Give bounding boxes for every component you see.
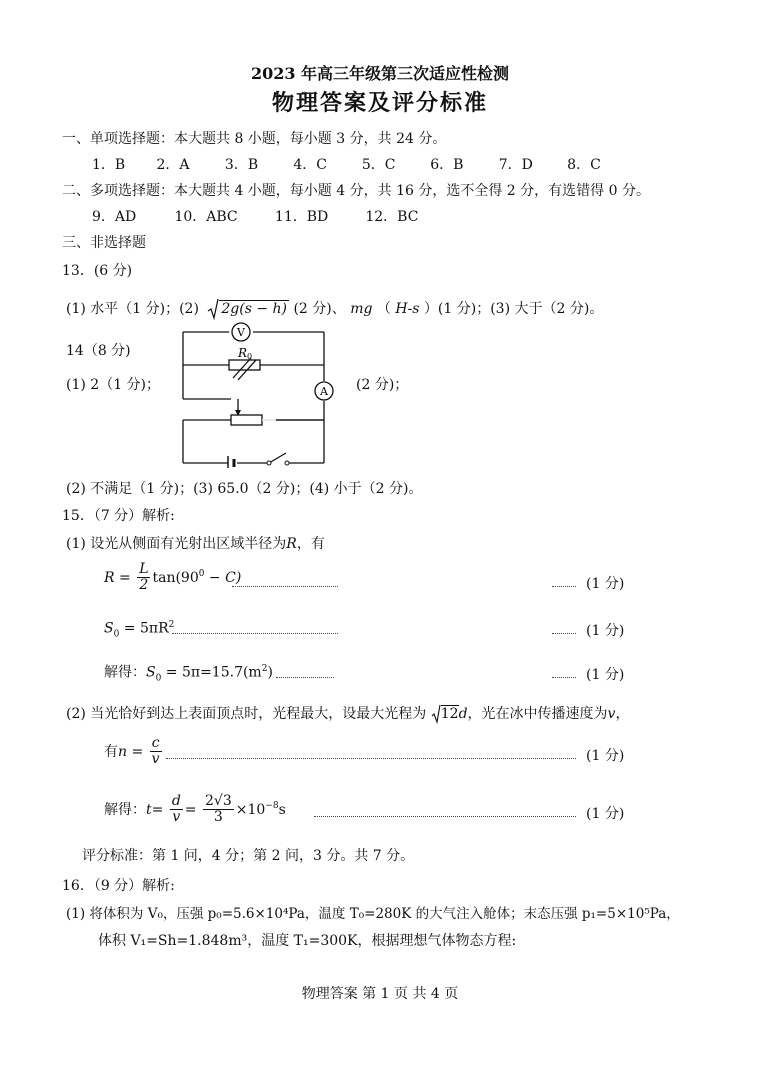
score-mark: (1 分) [586,806,625,822]
sqrt-expression [431,706,459,723]
eq5-numerator2: 2√3 [204,793,232,809]
answer-item: 6．B [430,157,464,173]
dot-leader [314,816,576,817]
answer-item: 12．BC [365,209,419,225]
answer-item: 4．C [293,157,327,173]
eq4-denominator: v [151,751,160,768]
answer-item: 1．B [92,157,126,173]
q16-line1: (1) 将体积为 V₀，压强 p₀=5.6×10⁴Pa，温度 T₀=280K 的大气注入舱体；末态压强 p₁=5×10⁵Pa， [66,906,680,922]
answer-item: 2．A [156,157,190,173]
r0-label: R [238,346,248,360]
equation-refraction [104,736,164,768]
sqrt-radicand: 2g(s − h) [221,301,288,317]
eq2-rhs: = 5πR [119,620,169,637]
radical-sign [431,704,441,724]
dot-leader [552,633,576,634]
fraction [170,794,183,826]
eq5-pre: 解得： [104,801,146,818]
q16-label: 16．（9 分）解析: [62,878,175,894]
exam-title: 2023 年高三年级第三次适应性检测 [250,64,510,83]
q13-part2: (2 分)、 [293,301,346,317]
answer-item: 10．ABC [174,209,238,225]
section1-answers [92,157,617,174]
q13-part1: (1) 水平（1 分)；(2) [66,301,199,317]
radical-sign [207,298,219,320]
answer-item: 3．B [224,157,259,173]
q13-hs: H-s [395,301,420,317]
q14-line2: (2) 不满足（1 分)；(3) 65.0（2 分)；(4) 小于（2 分)。 [66,481,423,497]
q16-line2: 体积 V₁=Sh=1.848m³，温度 T₁=300K，根据理想气体物态方程: [98,933,517,949]
eq5-denominator2: 3 [213,809,223,826]
fraction [150,736,162,768]
q15-label: 15．（7 分）解析: [62,508,175,524]
eq1-sup: 0 [198,569,205,580]
section1-heading: 一、单项选择题：本大题共 8 小题，每小题 3 分，共 24 分。 [62,131,447,147]
answer-item: 8．C [567,157,601,173]
score-mark: (1 分) [586,576,625,592]
q13-answer [66,301,603,318]
eq3-sub: 0 [155,673,162,684]
fraction [137,562,150,594]
eq2-sup: 2 [168,620,175,630]
eq5-unit: s [278,801,286,818]
q15-p1-tail: ，有 [296,536,325,552]
eq4-eq: = [127,743,144,760]
section3-heading: 三、非选择题 [62,235,146,251]
eq4-numerator: c [151,735,160,751]
q15-p2-text: (2) 当光恰好到达上表面顶点时，光程最大，设最大光程为 [66,706,427,722]
q15-grading: 评分标准：第 1 问，4 分；第 2 问，3 分。共 7 分。 [82,848,415,864]
q15-part1-intro [66,536,325,553]
q13-paren-open: （ [376,301,391,317]
equation-time [104,794,286,826]
q15-p2-tail: ， [615,706,630,722]
voltmeter-label: V [237,326,245,339]
q13-part4: ）(1 分)；(3) 大于（2 分)。 [423,301,604,317]
ammeter-label: A [320,385,328,398]
dot-leader [172,633,338,634]
eq5-tail: ×10 [235,801,266,818]
eq5-denominator1: v [172,809,181,826]
dot-leader [552,677,576,678]
section2-heading: 二、多项选择题：本大题共 4 小题，每小题 4 分，共 16 分，选不全得 2 分，有选错得 0 分。 [62,183,650,199]
q14-label: 14（8 分) [66,343,131,359]
q15-p2-mid: ，光在冰中传播速度为 [467,706,608,722]
eq5-numerator1: d [171,793,181,809]
r0-subscript: 0 [247,352,253,361]
eq1-rhs: tan(90 [152,569,199,586]
sqrt-expression [207,301,289,318]
eq4-n: n [118,743,128,760]
eq2-sub: 0 [113,629,120,640]
equation-area [104,620,174,640]
answer-item: 9．AD [92,209,137,225]
eq3-sup: 2 [261,664,268,674]
answer-item: 5．C [361,157,396,173]
q13-label: 13．(6 分) [62,263,133,279]
eq1-tail: − C) [204,569,242,586]
dot-leader [166,758,576,759]
eq3-pre: 解得： [104,664,146,681]
eq1-denominator: 2 [139,577,149,594]
sqrt-radicand: 12 [440,706,459,722]
score-mark: (1 分) [586,748,625,764]
circuit-diagram [176,320,336,468]
page-title: 物理答案及评分标准 [271,90,488,116]
equation-radius [104,562,241,594]
section2-answers [92,209,435,226]
equation-area-result [104,664,273,684]
q13-mg: mg [350,301,373,317]
dot-leader [232,586,338,587]
eq1-numerator: L [139,561,149,577]
eq3-rhs: = 5π=15.7(m [161,664,262,681]
eq3-s: S [146,664,156,681]
answer-item: 7．D [498,157,533,173]
q15-p1-text: (1) 设光从侧面有光射出区域半径为 [66,536,287,552]
dot-leader [552,586,576,587]
eq5-eq: = [151,801,164,818]
page-footer: 物理答案 第 1 页 共 4 页 [301,986,459,1002]
q14-circuit-score: (2 分)； [356,377,409,393]
fraction [203,794,234,826]
q15-p2-v: v [607,706,616,722]
score-mark: (1 分) [586,623,625,639]
eq1-lhs: R = [104,569,131,586]
answer-item: 11．BD [274,209,329,225]
eq5-sup: −8 [265,801,279,812]
eq3-tail: ) [267,664,273,681]
eq5-eq2: = [184,801,197,818]
eq4-pre: 有 [104,743,118,760]
q14-line1: (1) 2（1 分)； [66,377,161,393]
dot-leader [276,677,334,678]
score-mark: (1 分) [586,667,625,683]
q15-p1-R: R [286,536,297,552]
q15-p2-d: d [458,706,468,722]
eq2-s: S [104,620,114,637]
eq5-t: t [146,801,152,818]
q15-part2-intro [66,706,629,723]
